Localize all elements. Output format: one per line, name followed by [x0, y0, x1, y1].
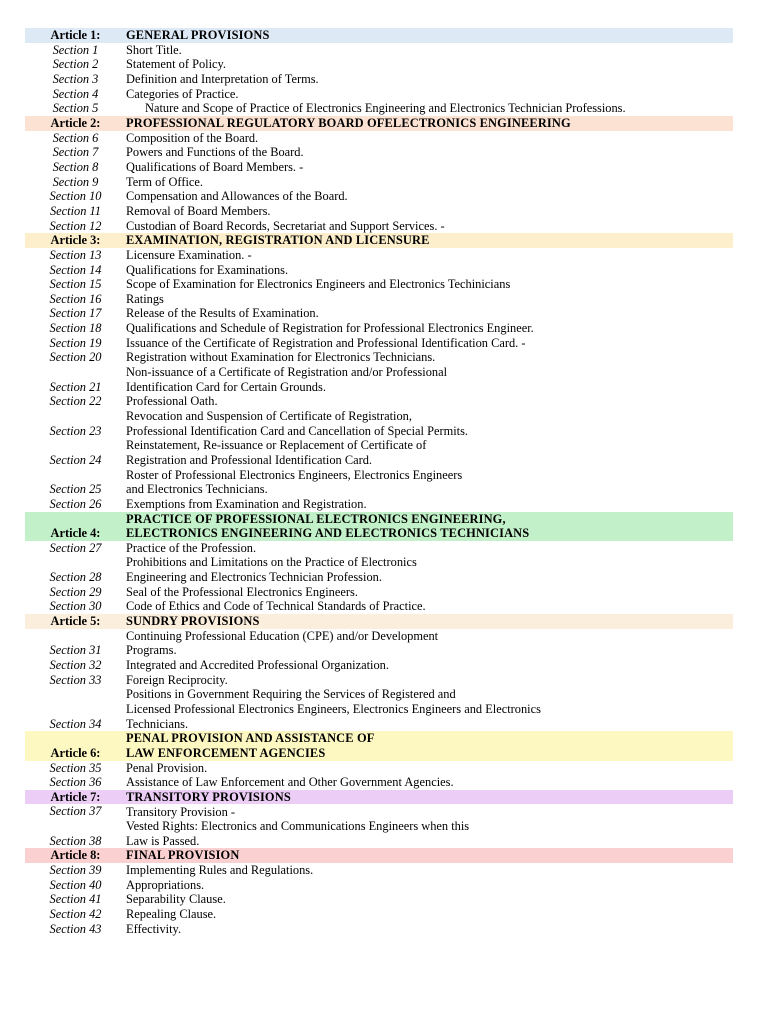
section-title [126, 599, 733, 614]
section-number: Section 12 [49, 218, 102, 233]
section-row [25, 599, 733, 614]
article-title [126, 116, 733, 131]
section-title [126, 863, 733, 878]
section-row [25, 819, 733, 848]
article-heading-row [25, 790, 733, 805]
title-line: PENAL PROVISION AND ASSISTANCE OF [126, 731, 375, 746]
section-number: Section 38 [49, 833, 102, 848]
section-row [25, 263, 733, 278]
section-title [126, 673, 733, 688]
title-line: Powers and Functions of the Board. [126, 145, 304, 160]
section-number: Section 7 [52, 145, 99, 160]
article-number: Article 8: [50, 848, 101, 863]
title-line: Release of the Results of Examination. [126, 306, 319, 321]
article-title [126, 512, 733, 541]
section-title [126, 336, 733, 351]
section-title [126, 394, 733, 409]
section-title [126, 805, 733, 820]
section-row [25, 101, 733, 116]
section-row [25, 292, 733, 307]
title-line: Licensure Examination. - [126, 247, 252, 262]
title-line: Term of Office. [126, 174, 203, 189]
section-number: Section 28 [49, 570, 102, 585]
section-number: Section 32 [49, 658, 102, 672]
title-line: Short Title. [126, 42, 182, 57]
section-row [25, 72, 733, 87]
article-title [126, 848, 733, 863]
section-number: Section 24 [49, 452, 102, 467]
section-row [25, 922, 733, 937]
title-line: Appropriations. [126, 877, 205, 892]
section-row [25, 321, 733, 336]
title-line: LAW ENFORCEMENT AGENCIES [126, 745, 326, 760]
section-title [126, 761, 733, 776]
section-title [126, 775, 733, 790]
section-title [126, 365, 733, 394]
section-row [25, 145, 733, 160]
section-title [126, 892, 733, 907]
title-line: Vested Rights: Electronics and Communications Engineers when this [126, 819, 470, 834]
section-row [25, 409, 733, 438]
article-heading-row [25, 233, 733, 248]
title-line: Nature and Scope of Practice of Electronics Engineering and Electronics Technician Professions. [145, 101, 626, 116]
title-line: Engineering and Electronics Technician Profession. [126, 570, 382, 585]
title-line: FINAL PROVISION [126, 848, 240, 863]
section-number: Section 41 [49, 892, 102, 907]
section-number: Section 4 [52, 86, 99, 101]
section-title [126, 72, 733, 87]
title-line: Removal of Board Members. [126, 203, 271, 218]
title-line: Seal of the Professional Electronics Engineers. [126, 584, 358, 599]
section-row [25, 541, 733, 556]
title-line: Practice of the Profession. [126, 540, 257, 555]
section-title [126, 175, 733, 190]
section-row [25, 394, 733, 409]
section-row [25, 336, 733, 351]
section-title [126, 819, 733, 848]
title-line: and Electronics Technicians. [126, 482, 268, 497]
section-row [25, 131, 733, 146]
section-title [126, 101, 733, 116]
section-number: Section 13 [49, 247, 102, 262]
title-line: Separability Clause. [126, 892, 226, 907]
section-title [126, 555, 733, 584]
title-line: SUNDRY PROVISIONS [126, 614, 260, 629]
article-number: Article 6: [50, 745, 101, 760]
section-number: Section 27 [49, 540, 102, 555]
section-number: Section 36 [49, 775, 102, 790]
section-number: Section 20 [49, 350, 102, 365]
section-row [25, 775, 733, 790]
section-row [25, 438, 733, 467]
section-title [126, 204, 733, 219]
title-line: Code of Ethics and Code of Technical Standards of Practice. [126, 599, 426, 614]
section-number: Section 1 [52, 42, 99, 57]
title-line: Roster of Professional Electronics Engineers, Electronics Engineers [126, 467, 463, 482]
title-line: GENERAL PROVISIONS [126, 28, 270, 43]
article-number: Article 3: [50, 233, 101, 248]
article-number: Article 5: [50, 614, 101, 629]
title-line: Foreign Reciprocity. [126, 672, 228, 687]
article-title [126, 731, 733, 760]
title-line: Integrated and Accredited Professional Organization. [126, 658, 389, 673]
title-line: Programs. [126, 643, 177, 658]
title-line: Revocation and Suspension of Certificate of Registration, [126, 409, 412, 424]
title-line: Professional Identification Card and Cancellation of Special Permits. [126, 423, 469, 438]
title-line: PROFESSIONAL REGULATORY BOARD OFELECTRONICS ENGINEERING [126, 115, 571, 130]
section-number: Section 10 [49, 189, 102, 204]
section-row [25, 57, 733, 72]
section-row [25, 219, 733, 234]
title-line: Implementing Rules and Regulations. [126, 863, 314, 878]
title-line: Penal Provision. [126, 760, 208, 775]
section-row [25, 907, 733, 922]
section-number: Section 31 [49, 643, 102, 658]
section-number: Section 14 [49, 262, 102, 277]
section-number: Section 29 [49, 584, 102, 599]
section-row [25, 497, 733, 512]
section-row [25, 761, 733, 776]
section-number: Section 9 [52, 174, 99, 189]
section-title [126, 585, 733, 600]
title-line: Definition and Interpretation of Terms. [126, 71, 319, 86]
section-number: Section 35 [49, 760, 102, 775]
section-title [126, 263, 733, 278]
section-row [25, 555, 733, 584]
title-line: Positions in Government Requiring the Services of Registered and [126, 687, 456, 702]
title-line: Statement of Policy. [126, 57, 227, 72]
section-row [25, 863, 733, 878]
article-number: Article 2: [50, 115, 101, 130]
section-number: Section 6 [52, 130, 99, 145]
section-number: Section 39 [49, 863, 102, 878]
section-number: Section 33 [49, 672, 102, 687]
title-line: Categories of Practice. [126, 86, 239, 101]
section-row [25, 248, 733, 263]
title-line: Scope of Examination for Electronics Engineers and Electronics Techinicians [126, 277, 511, 292]
section-title [126, 878, 733, 893]
section-number: Section 25 [49, 482, 102, 497]
section-number: Section 43 [49, 921, 102, 936]
title-line: Law is Passed. [126, 833, 200, 848]
title-line: ELECTRONICS ENGINEERING AND ELECTRONICS TECHNICIANS [126, 526, 530, 541]
section-number: Section 23 [49, 423, 102, 438]
section-number: Section 19 [49, 335, 102, 350]
section-title [126, 306, 733, 321]
section-row [25, 468, 733, 497]
section-row [25, 804, 733, 819]
section-row [25, 277, 733, 292]
section-number: Section 37 [49, 804, 102, 819]
section-title [126, 497, 733, 512]
section-row [25, 204, 733, 219]
section-title [126, 292, 733, 307]
section-number: Section 8 [52, 159, 99, 174]
section-number: Section 34 [49, 716, 102, 731]
section-number: Section 22 [49, 394, 102, 409]
section-number: Section 42 [49, 907, 102, 922]
article-heading-row [25, 614, 733, 629]
section-number: Section 11 [49, 203, 102, 218]
section-title [126, 248, 733, 263]
title-line: EXAMINATION, REGISTRATION AND LICENSURE [126, 233, 430, 248]
section-title [126, 277, 733, 292]
section-number: Section 3 [52, 71, 99, 86]
title-line: Continuing Professional Education (CPE) and/or Development [126, 628, 439, 643]
article-number: Article 4: [50, 526, 101, 541]
article-number: Article 1: [50, 28, 101, 42]
section-row [25, 687, 733, 731]
section-number: Section 16 [49, 291, 102, 306]
section-title [126, 189, 733, 204]
section-title [126, 629, 733, 658]
section-title [126, 687, 733, 731]
title-line: Technicians. [126, 716, 189, 731]
section-title [126, 219, 733, 234]
title-line: PRACTICE OF PROFESSIONAL ELECTRONICS ENGINEERING, [126, 511, 506, 526]
section-title [126, 468, 733, 497]
section-row [25, 87, 733, 102]
title-line: Exemptions from Examination and Registration. [126, 496, 367, 511]
section-number: Section 18 [49, 321, 102, 336]
section-number: Section 17 [49, 306, 102, 321]
section-row [25, 306, 733, 321]
section-title [126, 321, 733, 336]
section-row [25, 365, 733, 394]
title-line: Professional Oath. [126, 394, 218, 409]
section-row [25, 878, 733, 893]
section-number: Section 26 [49, 496, 102, 511]
article-title [126, 614, 733, 629]
title-line: Non-issuance of a Certificate of Registration and/or Professional [126, 365, 448, 380]
article-heading-row [25, 28, 733, 43]
section-title [126, 907, 733, 922]
section-title [126, 409, 733, 438]
section-number: Section 40 [49, 877, 102, 892]
article-heading-row [25, 116, 733, 131]
section-number: Section 2 [52, 57, 99, 72]
section-title [126, 145, 733, 160]
title-line: Composition of the Board. [126, 130, 259, 145]
title-line: Reinstatement, Re-issuance or Replacement of Certificate of [126, 438, 427, 453]
title-line: Identification Card for Certain Grounds. [126, 379, 326, 394]
title-line: Registration and Professional Identification Card. [126, 452, 373, 467]
section-row [25, 160, 733, 175]
section-title [126, 160, 733, 175]
article-number: Article 7: [50, 789, 101, 804]
article-title [126, 233, 733, 248]
title-line: Transitory Provision - [126, 804, 236, 819]
title-line: Compensation and Allowances of the Board. [126, 189, 348, 204]
section-title [126, 658, 733, 673]
section-row [25, 350, 733, 365]
section-row [25, 658, 733, 673]
section-row [25, 189, 733, 204]
section-row [25, 175, 733, 190]
title-line: Assistance of Law Enforcement and Other Government Agencies. [126, 775, 454, 790]
article-heading-row [25, 512, 733, 541]
title-line: Licensed Professional Electronics Engineers, Electronics Engineers and Electronics [126, 701, 541, 716]
title-line: Qualifications of Board Members. - [126, 159, 304, 174]
table-of-contents [25, 28, 733, 936]
section-row [25, 673, 733, 688]
section-title [126, 922, 733, 937]
section-title [126, 350, 733, 365]
article-title [126, 28, 733, 43]
section-row [25, 629, 733, 658]
article-title [126, 790, 733, 805]
section-number: Section 21 [49, 379, 102, 394]
title-line: Registration without Examination for Electronics Technicians. [126, 350, 436, 365]
section-row [25, 585, 733, 600]
title-line: Prohibitions and Limitations on the Practice of Electronics [126, 555, 417, 570]
article-heading-row [25, 731, 733, 760]
section-title [126, 43, 733, 58]
title-line: Repealing Clause. [126, 907, 217, 922]
article-heading-row [25, 848, 733, 863]
section-number: Section 5 [52, 101, 99, 116]
title-line: TRANSITORY PROVISIONS [126, 789, 291, 804]
title-line: Issuance of the Certificate of Registration and Professional Identification Card. - [126, 335, 526, 350]
section-number: Section 15 [49, 277, 102, 292]
section-title [126, 541, 733, 556]
title-line: Custodian of Board Records, Secretariat and Support Services. - [126, 218, 445, 233]
section-title [126, 131, 733, 146]
section-row [25, 43, 733, 58]
section-title [126, 57, 733, 72]
title-line: Effectivity. [126, 921, 182, 936]
section-number: Section 30 [49, 599, 102, 614]
title-line: Qualifications for Examinations. [126, 262, 289, 277]
section-title [126, 87, 733, 102]
title-line: Ratings [126, 291, 164, 306]
section-title [126, 438, 733, 467]
title-line: Qualifications and Schedule of Registration for Professional Electronics Engineer. [126, 321, 534, 336]
section-row [25, 892, 733, 907]
